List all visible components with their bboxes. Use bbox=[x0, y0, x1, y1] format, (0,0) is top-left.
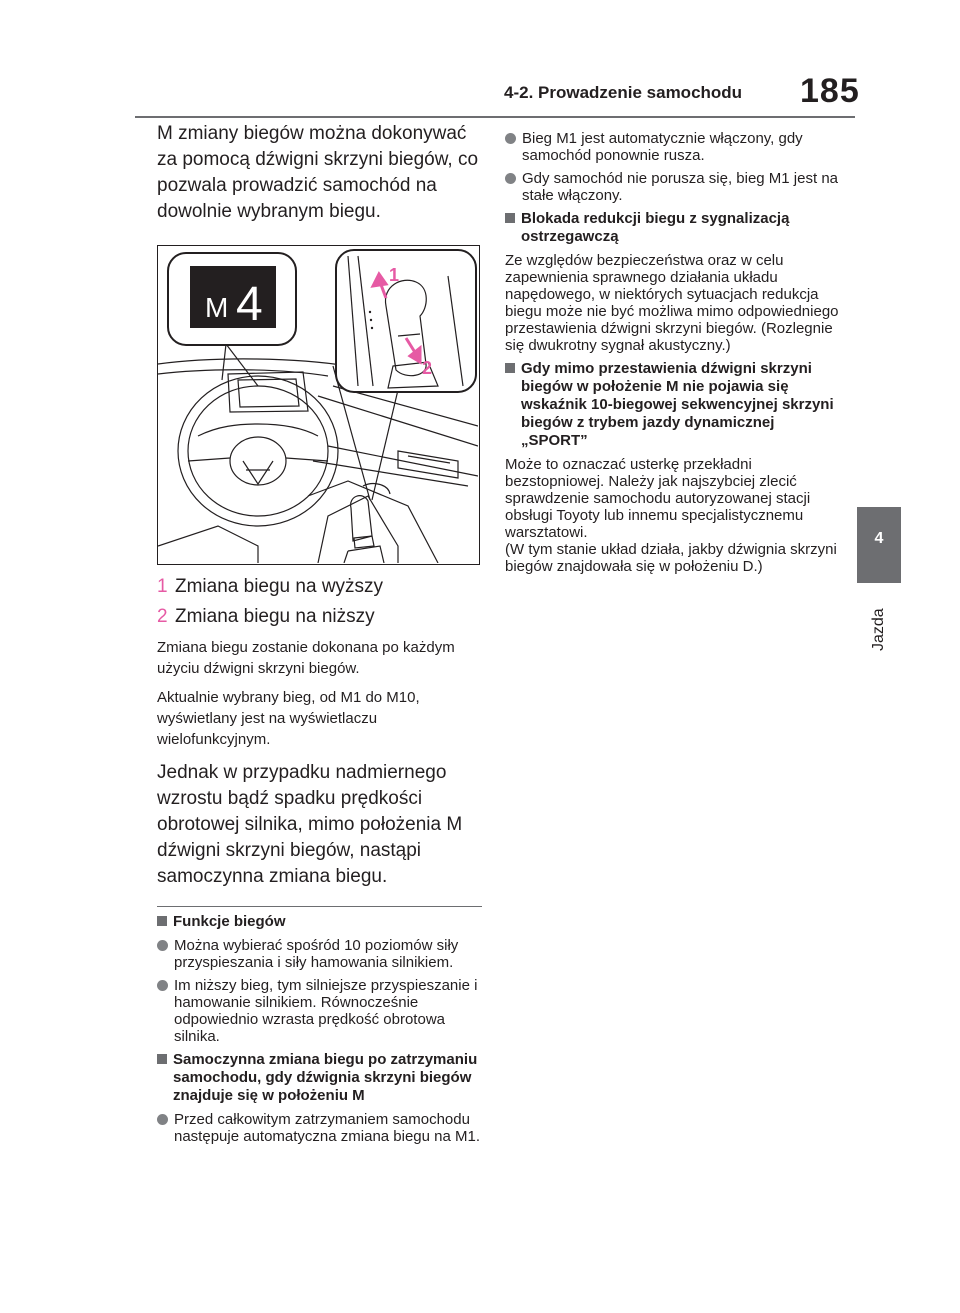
note-auto-shift: Jednak w przypadku nadmiernego wzrostu bądź spadku prędkości obrotowej silnika, mimo położenia M dźwigni skrzyni biegów, nastąpi samoczynna zmiana biegu. bbox=[157, 762, 463, 887]
heading-text: Samoczynna zmiana biegu po zatrzymaniu samochodu, gdy dźwignia skrzyni biegów znajduje się w położeniu M bbox=[173, 1051, 478, 1104]
square-bullet-icon bbox=[157, 916, 167, 926]
heading-downshift-block bbox=[505, 210, 840, 246]
bullet-text: Im niższy bieg, tym silniejsze przyspieszanie i hamowanie silnikiem. Równocześnie odpowiednio wzrasta prędkość obrotowa silnika. bbox=[174, 977, 478, 1045]
right-column bbox=[505, 130, 840, 575]
round-bullet-icon bbox=[157, 1114, 168, 1125]
square-bullet-icon bbox=[505, 213, 515, 223]
heading-text: Blokada redukcji biegu z sygnalizacją ostrzegawczą bbox=[521, 210, 790, 245]
square-bullet-icon bbox=[157, 1054, 167, 1064]
callout-number: 1 bbox=[157, 576, 168, 597]
page-number: 185 bbox=[800, 72, 860, 110]
chapter-tab-label: Jazda bbox=[870, 608, 887, 651]
chapter-tab-number: 4 bbox=[874, 530, 884, 547]
bullet-item bbox=[505, 130, 840, 164]
round-bullet-icon bbox=[157, 980, 168, 991]
gearshift-illustration bbox=[157, 245, 480, 565]
heading-text: Funkcje biegów bbox=[173, 913, 286, 930]
display-gear-number: 4 bbox=[236, 278, 263, 331]
callout-number: 2 bbox=[157, 606, 168, 627]
callout-text: Zmiana biegu na wyższy bbox=[175, 576, 384, 597]
heading-text: Gdy mimo przestawienia dźwigni skrzyni biegów w położenie M nie pojawia się wskaźnik 10-biegowej sekwencyjnej skrzyni biegów z trybem jazdy dynamicznej „SPORT” bbox=[521, 360, 834, 449]
paragraph: Może to oznaczać usterkę przekładni bezstopniowej. Należy jak najszybciej zlecić sprawdzenie samochodu autoryzowanej stacji obsługi Toyoty lub innemu specjalistycznemu warsztatowi. bbox=[505, 456, 811, 541]
section-title: 4-2. Prowadzenie samochodu bbox=[504, 83, 743, 102]
bullet-text: Przed całkowitym zatrzymaniem samochodu następuje automatyczna zmiana biegu na M1. bbox=[174, 1111, 481, 1145]
round-bullet-icon bbox=[505, 173, 516, 184]
figure-label-2: 2 bbox=[422, 358, 433, 378]
bullet-text: Można wybierać spośród 10 poziomów siły przyspieszania i siły hamowania silnikiem. bbox=[174, 937, 459, 971]
callout-downshift bbox=[157, 605, 482, 629]
callout-text: Zmiana biegu na niższy bbox=[175, 606, 375, 627]
square-bullet-icon bbox=[505, 363, 515, 373]
callout-upshift bbox=[157, 575, 482, 599]
bullet-text: Bieg M1 jest automatycznie włączony, gdy samochód ponownie rusza. bbox=[522, 130, 803, 164]
header-divider bbox=[135, 116, 855, 118]
bullet-text: Gdy samochód nie porusza się, bieg M1 jest na stałe włączony. bbox=[522, 170, 839, 204]
heading-auto-downshift bbox=[157, 1051, 482, 1105]
heading-indicator-missing bbox=[505, 360, 840, 450]
paragraph: (W tym stanie układ działa, jakby dźwignia skrzyni biegów znajdowała się w położeniu D.) bbox=[505, 541, 837, 575]
left-column bbox=[157, 121, 482, 1145]
heading-gear-functions bbox=[157, 913, 482, 931]
round-bullet-icon bbox=[157, 940, 168, 951]
note-current-gear: Aktualnie wybrany bieg, od M1 do M10, wyświetlany jest na wyświetlaczu wielofunkcyjnym. bbox=[157, 689, 420, 748]
figure-label-1: 1 bbox=[389, 265, 400, 285]
round-bullet-icon bbox=[505, 133, 516, 144]
bullet-item bbox=[157, 1111, 482, 1145]
bullet-item bbox=[157, 937, 482, 971]
paragraph: Ze względów bezpieczeństwa oraz w celu zapewnienia sprawnego działania układu napędowego, w niektórych sytuacjach redukcja biegu może nie być możliwa mimo odpowiedniego przestawienia dźwigni skrzyni biegów. (Rozlegnie się dwukrotny sygnał akustyczny.) bbox=[505, 252, 839, 354]
chapter-tab-label-box bbox=[866, 593, 892, 653]
note-shift-each-use: Zmiana biegu zostanie dokonana po każdym użyciu dźwigni skrzyni biegów. bbox=[157, 639, 455, 677]
section-divider bbox=[157, 906, 482, 907]
bullet-item bbox=[505, 170, 840, 204]
cockpit-drawing bbox=[158, 246, 478, 563]
bullet-item bbox=[157, 977, 482, 1045]
intro-paragraph: M zmiany biegów można dokonywać za pomocą dźwigni skrzyni biegów, co pozwala prowadzić samochód na dowolnie wybranym biegu. bbox=[157, 123, 479, 222]
display-gear-letter: M bbox=[205, 292, 229, 323]
